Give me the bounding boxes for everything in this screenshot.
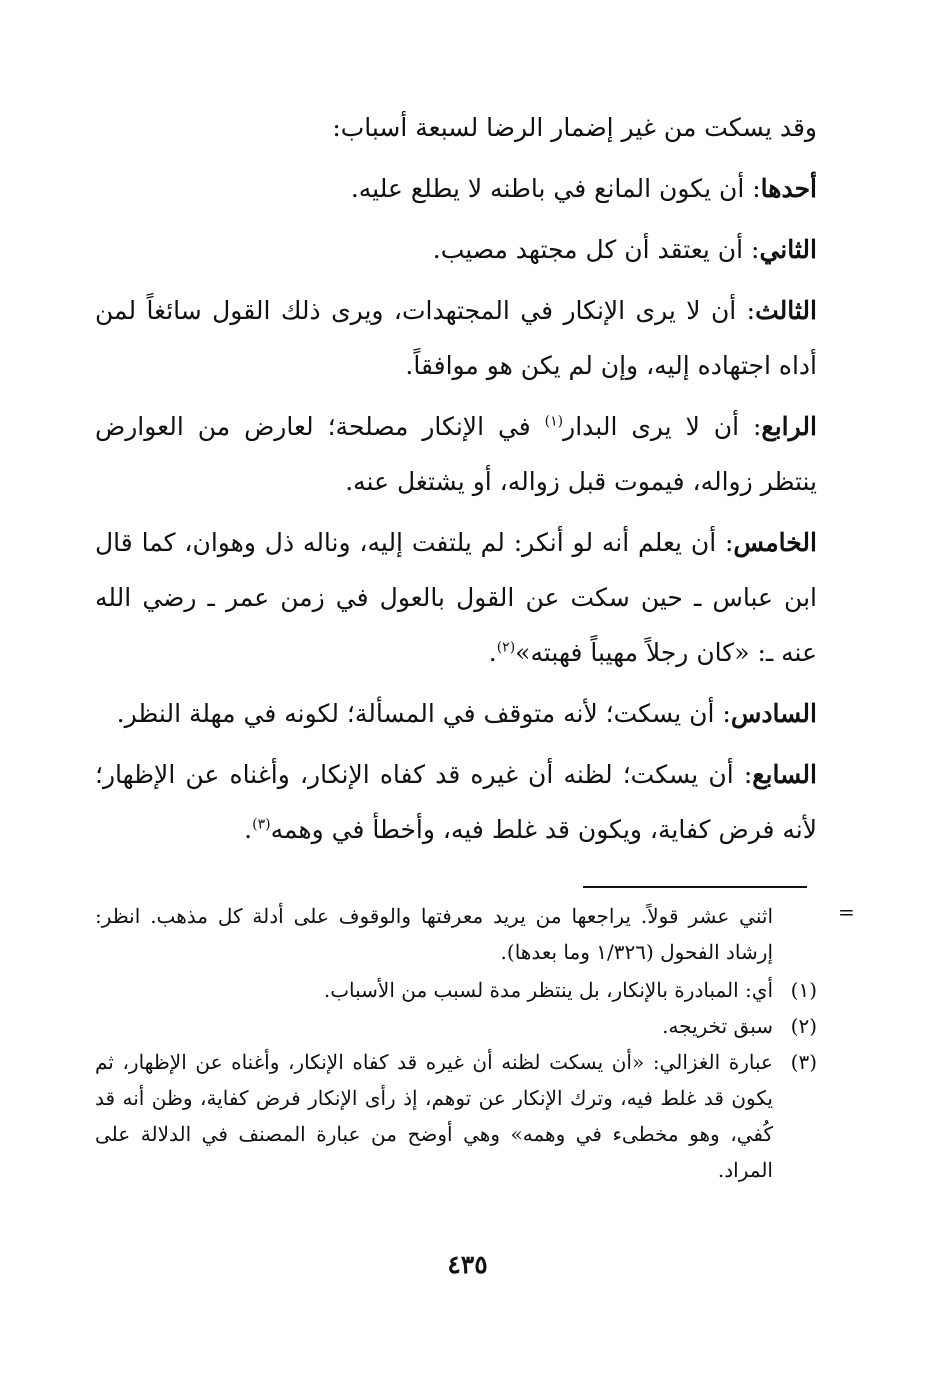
- footnote-3: [95, 1044, 817, 1188]
- footnote-ref: (١): [544, 413, 564, 430]
- reason-label: الرابع: [761, 412, 817, 441]
- reason-text-cont: في الإنكار مصلحة؛ لعارض من العوارض ينتظر زواله، فيموت قبل زواله، أو يشتغل عنه.: [95, 412, 817, 496]
- footnote-number: (٣): [790, 1050, 817, 1074]
- footnote-text: أي: المبادرة بالإنكار، بل ينتظر مدة لسبب من الأسباب.: [323, 978, 773, 1002]
- reason-label: الثاني: [759, 235, 817, 264]
- reason-text: : أن يكون المانع في باطنه لا يطلع عليه.: [350, 174, 761, 203]
- reason-text: : أن يسكت؛ لظنه أن غيره قد كفاه الإنكار، وأغناه عن الإظهار؛ لأنه فرض كفاية، ويكون قد غلط فيه، وأخطأ في وهمه: [95, 760, 817, 844]
- reason-text: : أن يعلم أنه لو أنكر: لم يلتفت إليه، وناله ذل وهوان، كما قال ابن عباس ـ حين سكت عن القول بالعول في زمن عمر ـ رضي الله عنه ـ: «كان رجلاً مهيباً فهبته»: [95, 528, 817, 667]
- reason-label: الخامس: [733, 528, 817, 557]
- footnote-2: [95, 1008, 817, 1044]
- reason-text: : أن لا يرى البدار: [563, 412, 762, 441]
- reason-label: السادس: [730, 699, 817, 728]
- reason-text-cont: .: [488, 638, 497, 667]
- intro-paragraph: وقد يسكت من غير إضمار الرضا لسبعة أسباب:: [332, 113, 817, 142]
- reason-label: الثالث: [755, 296, 817, 325]
- reason-text-cont: .: [244, 815, 253, 844]
- reason-paragraph-5: [95, 515, 817, 680]
- footnote-ref: (٣): [252, 816, 271, 833]
- footnotes: [95, 898, 817, 1188]
- reason-paragraph-1: [95, 161, 817, 216]
- footnote-1: [95, 972, 817, 1008]
- footnote-text: سبق تخريجه.: [662, 1014, 773, 1038]
- reason-paragraph-3: [95, 283, 817, 393]
- reason-text: : أن يسكت؛ لأنه متوقف في المسألة؛ لكونه في مهلة النظر.: [116, 699, 731, 728]
- footnote-separator: [583, 886, 807, 888]
- reason-paragraph-7: [95, 747, 817, 857]
- footnote-ref: (٢): [496, 639, 516, 656]
- reason-paragraph-2: [95, 222, 817, 277]
- footnote-number: (١): [790, 978, 817, 1002]
- reason-paragraph-4: [95, 399, 817, 509]
- reason-label: أحدها: [760, 174, 817, 203]
- reason-paragraph-6: [95, 686, 817, 741]
- footnote-continuation: اثني عشر قولاً. يراجعها من يريد معرفتها والوقوف على أدلة كل مذهب. انظر: إرشاد الفحول (١/٣٢٦ وما بعدها).: [95, 904, 773, 964]
- reason-text: : أن يعتقد أن كل مجتهد مصيب.: [432, 235, 760, 264]
- reason-text: : أن لا يرى الإنكار في المجتهدات، ويرى ذلك القول سائغاً لمن أداه اجتهاده إليه، وإن لم يكن هو موافقاً.: [95, 296, 817, 380]
- footnote-number: (٢): [790, 1014, 817, 1038]
- page-number: ٤٣٥: [447, 1250, 488, 1279]
- main-text: [95, 100, 817, 863]
- reason-label: السابع: [752, 760, 817, 789]
- footnote-continuation-mark: =: [838, 900, 855, 924]
- footnote-text: عبارة الغزالي: «أن يسكت لظنه أن غيره قد كفاه الإنكار، وأغناه عن الإظهار، ثم يكون قد غلط فيه، وترك الإنكار عن توهم، إذ رأى الإنكار فرض كفاية، وظن أنه قد كُفي، وهو مخطىء في وهمه» وهي أوضح من عبارة المصنف في الدلالة على المراد.: [95, 1050, 773, 1182]
